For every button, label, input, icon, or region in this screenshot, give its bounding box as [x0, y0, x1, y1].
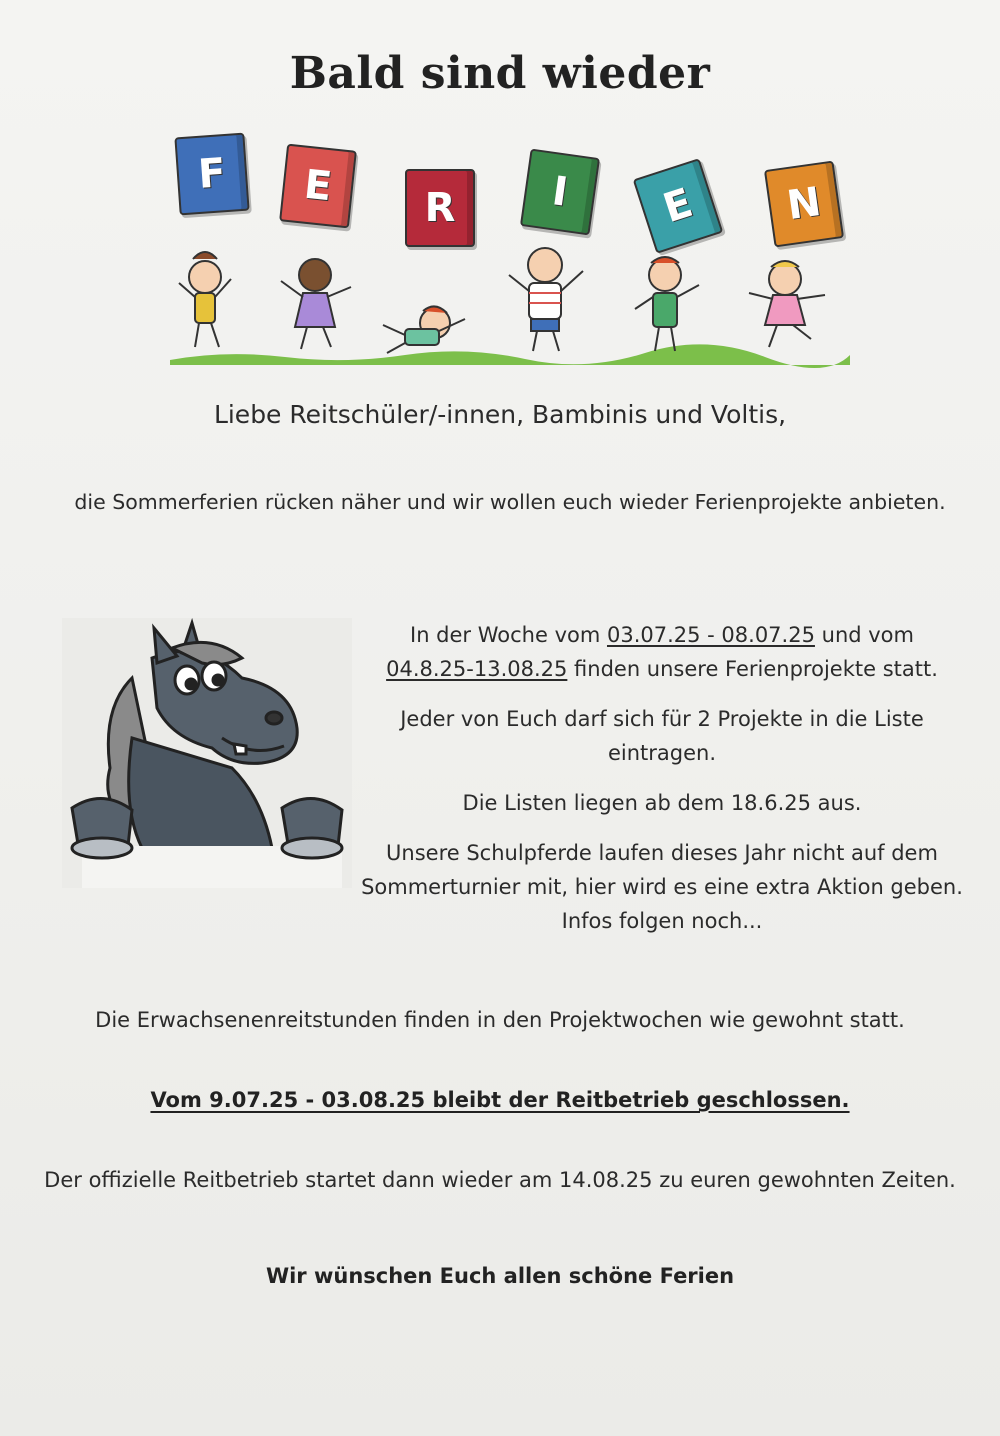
closure-notice: Vom 9.07.25 - 03.08.25 bleibt der Reitbetrieb geschlossen. — [150, 1088, 850, 1112]
dates-mid: und vom — [814, 623, 914, 647]
project-dates-paragraph — [352, 618, 972, 686]
book-letter-1: F — [174, 133, 249, 216]
project-info — [352, 618, 972, 954]
signup-paragraph: Jeder von Euch darf sich für 2 Projekte in die Liste eintragen. — [400, 707, 924, 765]
book-letter-6: N — [764, 161, 844, 248]
book-letter-3: R — [405, 169, 475, 247]
page-title: Bald sind wieder — [289, 48, 711, 99]
children-illustration — [165, 235, 855, 375]
intro-paragraph: die Sommerferien rücken näher und wir wollen euch wieder Ferienprojekte anbieten. — [74, 490, 946, 514]
lists-paragraph: Die Listen liegen ab dem 18.6.25 aus. — [462, 791, 862, 815]
book-letter-2: E — [279, 144, 357, 229]
restart-notice: Der offizielle Reitbetrieb startet dann wieder am 14.08.25 zu euren gewohnten Zeiten. — [44, 1168, 956, 1192]
ferien-banner — [165, 125, 855, 375]
closing-wishes: Wir wünschen Euch allen schöne Ferien — [265, 1264, 735, 1288]
book-letter-4: I — [520, 149, 600, 236]
dates-prefix: In der Woche vom — [410, 623, 607, 647]
greeting-line: Liebe Reitschüler/-innen, Bambinis und Voltis, — [213, 400, 787, 429]
dates-suffix: finden unsere Ferienprojekte statt. — [567, 657, 938, 681]
adult-lessons-note: Die Erwachsenenreitstunden finden in den Projektwochen wie gewohnt statt. — [95, 1008, 905, 1032]
tournament-paragraph: Unsere Schulpferde laufen dieses Jahr nicht auf dem Sommerturnier mit, hier wird es eine extra Aktion geben. Infos folgen noch... — [361, 841, 963, 933]
week1-dates: 03.07.25 - 08.07.25 — [606, 623, 815, 647]
book-letter-5: E — [633, 158, 724, 254]
horse-illustration — [62, 618, 352, 888]
week2-dates: 04.8.25-13.08.25 — [386, 657, 568, 681]
